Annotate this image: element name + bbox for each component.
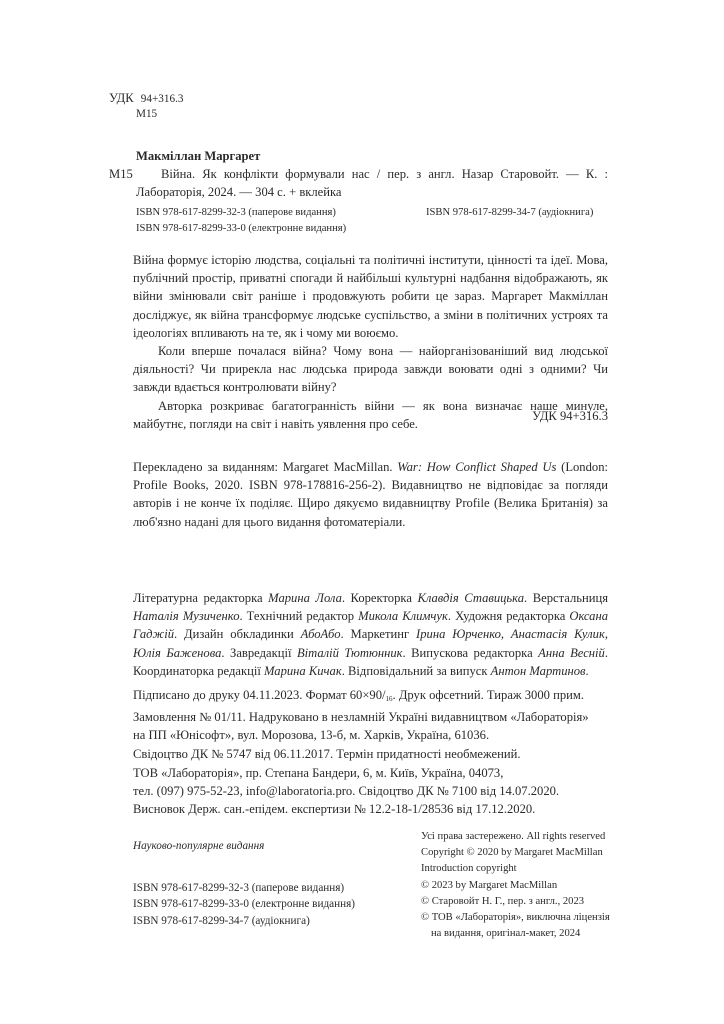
credit-name: Віталій Тютюнник (296, 645, 403, 660)
author-mark: М15 (136, 108, 158, 120)
credit-role: . Дизайн обкладинки (174, 627, 301, 642)
footer-isbn: ISBN 978-617-8299-33-0 (електронне видання) (133, 898, 355, 911)
credit-role: . Коректорка (341, 591, 418, 605)
credit-role: Літературна редакторка (133, 591, 269, 605)
copyright-line: © Старовойт Н. Г., пер. з англ., 2023 (421, 895, 585, 907)
annotation-paragraph: Авторка розкриває багатогранність війни — як вона визначає наше минуле, майбутнє, погляди на світ і навіть уявлення про себе. (133, 398, 608, 431)
isbn-audio: ISBN 978-617-8299-34-7 (аудіокнига) (426, 207, 594, 218)
annotation (133, 251, 608, 433)
author-name: Макміллан Маргарет (136, 149, 261, 163)
credit-name: Марина Кичак (263, 663, 342, 678)
credit-name: Анна Весній (538, 645, 605, 660)
entry-mark: М15 (109, 167, 133, 181)
credit-role: . (585, 663, 589, 678)
copyright-line: Copyright © 2020 by Margaret MacMillan (421, 847, 603, 859)
copyright-block (421, 829, 610, 942)
udk-label: УДК (109, 91, 134, 105)
credit-role: . Верстальниця (524, 591, 608, 605)
copyright-line: Introduction copyright (421, 863, 517, 875)
credit-role: . Випускова редакторка (402, 645, 539, 660)
format-subscript: 16 (385, 695, 393, 703)
annotation-paragraph: Війна формує історію людства, соціальні та політичні інститути, цінності та ідеї. Мова, публічний простір, приватні спогади й найбільші культурні надбання відображають, як війни змінювали світ раніше і продовжують робити це зараз. Маргарет Макміллан досліджує, як війна трансформує людське суспільство, а зміни в політичних устроях та ідеологіях впливають на те, як і чому ми воюємо. (133, 253, 608, 340)
publisher-info (133, 764, 613, 819)
credit-name: Антон Мартинов (490, 663, 586, 678)
isbn-paper: ISBN 978-617-8299-32-3 (паперове видання) (136, 207, 336, 218)
footer-isbn: ISBN 978-617-8299-32-3 (паперове видання) (133, 882, 345, 894)
publisher-line: тел. (097) 975-52-23, info@laboratoria.pro. Свідоцтво ДК № 7100 від 14.07.2020. (133, 784, 560, 799)
print-info-line: Свідоцтво ДК № 5747 від 06.11.2017. Термін придатності необмежений. (133, 746, 521, 761)
print-info-line (133, 686, 613, 708)
bibliographic-description: Війна. Як конфлікти формували нас / пер. з англ. Назар Старовойт. — К. : Лабораторія, 2024. — 304 с. + вклейка (136, 167, 608, 200)
publisher-line: ТОВ «Лабораторія», пр. Степана Бандери, 6, м. Київ, Україна, 04073, (133, 766, 504, 780)
credits (133, 589, 608, 680)
credit-name: Ірина Юрченко, Анастасія Кулик, Юлія Баженова (133, 627, 608, 660)
credit-role: . Художня редакторка (447, 609, 570, 624)
credit-name: АбоАбо (300, 627, 341, 642)
udk-code: 94+316.3 (140, 93, 184, 105)
credit-name: Наталія Музиченко (133, 609, 240, 624)
print-info-line: Замовлення № 01/11. Надруковано в незламній Україні видавництвом «Лабораторія» (133, 710, 589, 725)
footer-isbn-list (133, 880, 355, 929)
genre: Науково-популярне видання (133, 840, 265, 852)
footer-isbn: ISBN 978-617-8299-34-7 (аудіокнига) (133, 914, 310, 927)
publisher-line: Висновок Держ. сан.-епідем. експертизи № 12.2-18-1/28536 від 17.12.2020. (133, 802, 536, 817)
copyright-line: на видання, оригінал-макет, 2024 (431, 928, 581, 940)
original-title: War: How Conflict Shaped Us (397, 460, 557, 474)
print-format: Підписано до друку 04.11.2023. Формат 60×90/ (133, 688, 386, 702)
credit-name: Оксана Гаджій (133, 609, 609, 642)
credit-name: Марина Лола (268, 591, 342, 605)
credit-name: Микола Климчук (358, 609, 448, 624)
credit-role: . Завредакції (221, 645, 297, 660)
credit-role: . Відповідальний за випуск (341, 663, 491, 678)
translation-suffix: (London: Profile Books, 2020. ISBN 978-178816-256-2). Видавництво не відповідає за погляди авторів і не конче їх поділяє. Щиро дякуємо видавництву Profile (Велика Британія) за люб'язно надані для цього видання фотоматеріали. (133, 460, 608, 529)
annotation-udk: УДК 94+316.3 (532, 409, 608, 423)
print-info (133, 686, 613, 763)
udk-header (109, 89, 183, 107)
credit-role: . Маркетинг (340, 627, 417, 642)
credit-role: . Координаторка редакції (133, 645, 609, 678)
isbn-electronic: ISBN 978-617-8299-33-0 (електронне видання) (136, 223, 347, 234)
annotation-paragraph: Коли вперше почалася війна? Чому вона — найорганізованіший вид людської діяльності? Чи прирекла нас людська природа завжди воювати одні з одними? Чи завжди вдається контролювати війну? (133, 344, 608, 395)
copyright-line: Усі права застережено. All rights reserved (421, 831, 606, 842)
translation-note (133, 458, 608, 531)
copyright-line: © 2023 by Margaret MacMillan (421, 879, 558, 891)
credit-role: . Технічний редактор (239, 609, 359, 624)
credit-name: Клавдія Ставицька (417, 591, 525, 605)
print-run: . Друк офсетний. Тираж 3000 прим. (392, 688, 584, 702)
translation-prefix: Перекладено за виданням: Margaret MacMillan. (133, 460, 398, 474)
print-info-line: на ПП «Юнісофт», вул. Морозова, 13-б, м. Харків, Україна, 61036. (133, 728, 490, 743)
copyright-line: © ТОВ «Лабораторія», виключна ліцензія (421, 912, 610, 924)
